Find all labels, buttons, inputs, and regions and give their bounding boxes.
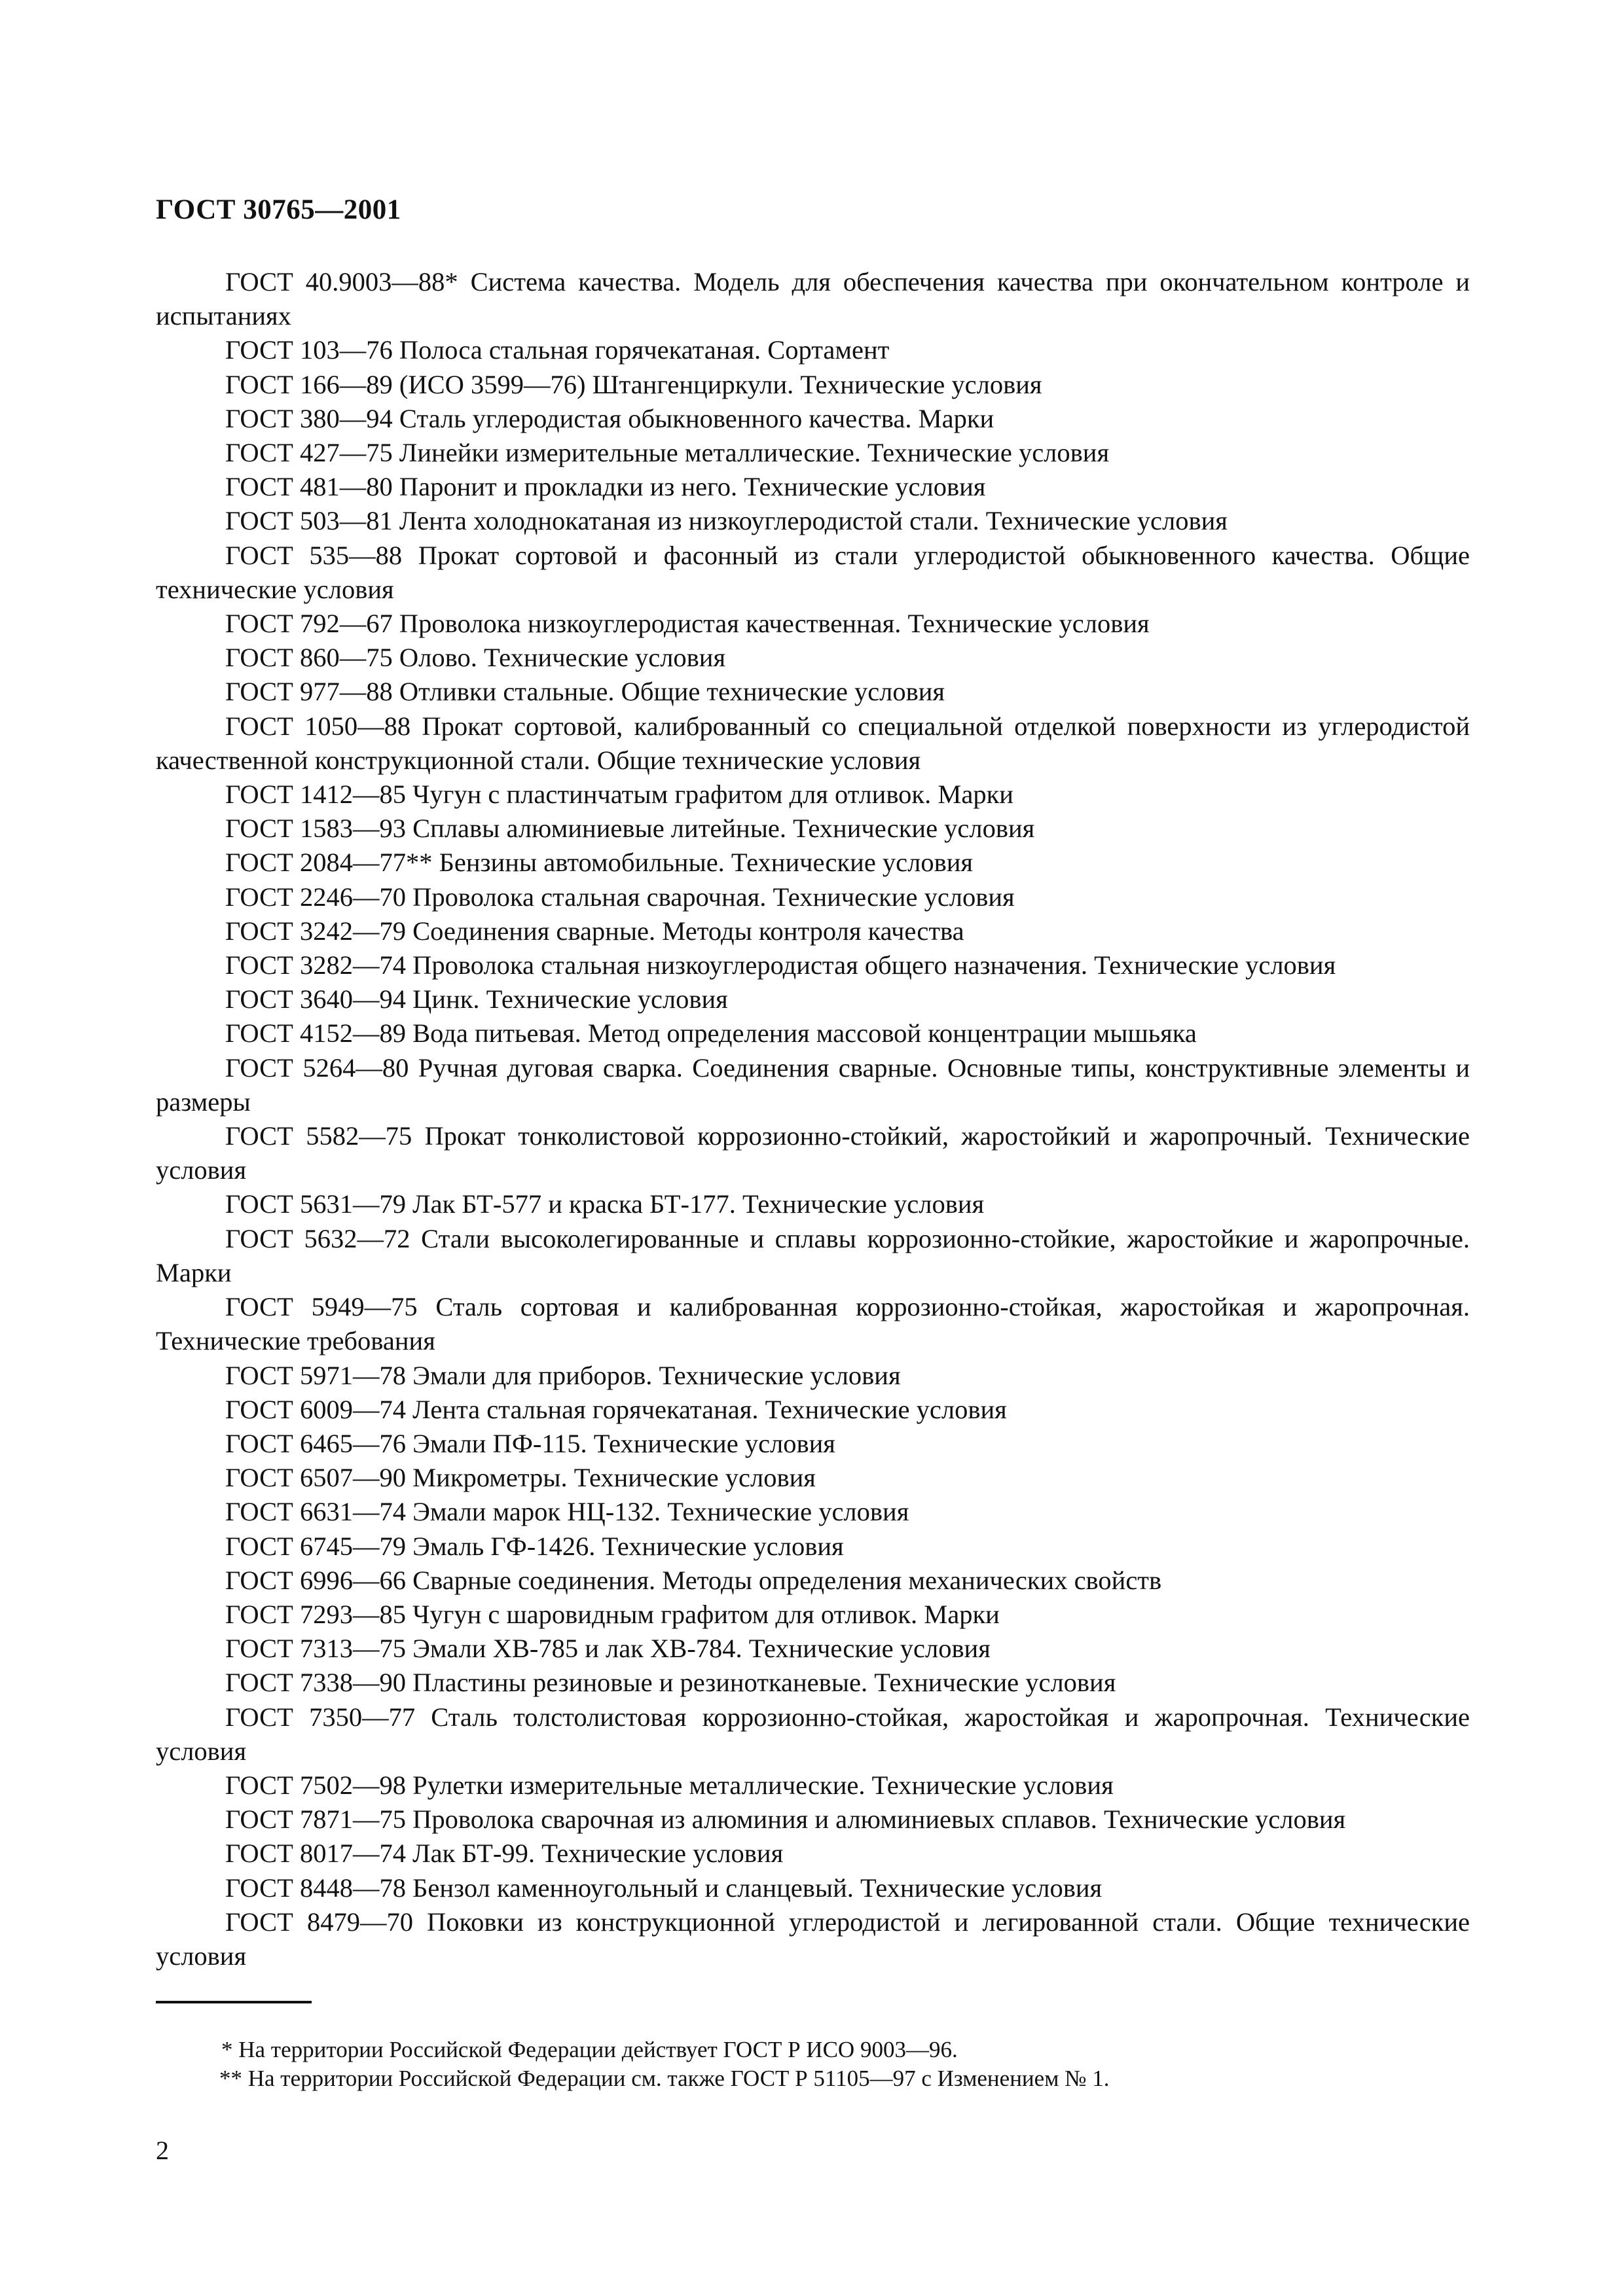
reference-item: ГОСТ 6745—79 Эмаль ГФ-1426. Технические условия: [225, 1531, 844, 1561]
reference-item: ГОСТ 3282—74 Проволока стальная низкоуглеродистая общего назначения. Технические условия: [225, 950, 1336, 980]
reference-item: ГОСТ 6465—76 Эмали ПФ-115. Технические условия: [225, 1428, 835, 1458]
reference-item: ГОСТ 8017—74 Лак БТ-99. Технические условия: [225, 1839, 784, 1869]
page-number: 2: [156, 2136, 169, 2165]
reference-item: ГОСТ 380—94 Сталь углеродистая обыкновенного качества. Марки: [225, 403, 994, 433]
reference-item: ГОСТ 3640—94 Цинк. Технические условия: [225, 984, 728, 1014]
reference-item: ГОСТ 7293—85 Чугун с шаровидным графитом для отливок. Марки: [225, 1599, 1000, 1629]
reference-item: ГОСТ 860—75 Олово. Технические условия: [225, 643, 726, 673]
footnote-separator: [156, 2001, 312, 2003]
footnotes: [156, 2036, 1470, 2093]
reference-item: ГОСТ 792—67 Проволока низкоуглеродистая качественная. Технические условия: [225, 609, 1150, 639]
reference-item: ГОСТ 481—80 Паронит и прокладки из него. Технические условия: [225, 472, 986, 502]
footnote: ** На территории Российской Федерации см. также ГОСТ Р 51105—97 с Изменением № 1.: [219, 2066, 1110, 2091]
reference-item: ГОСТ 1412—85 Чугун с пластинчатым графитом для отливок. Марки: [225, 780, 1013, 810]
reference-item: ГОСТ 2246—70 Проволока стальная сварочная. Технические условия: [225, 882, 1015, 912]
reference-item: ГОСТ 5264—80 Ручная дуговая сварка. Соединения сварные. Основные типы, конструктивные элементы и размеры: [156, 1052, 1470, 1117]
reference-item: ГОСТ 5632—72 Стали высоколегированные и сплавы коррозионно-стойкие, жаростойкие и жаропрочные. Марки: [156, 1223, 1470, 1287]
reference-item: ГОСТ 8479—70 Поковки из конструкционной углеродистой и легированной стали. Общие технические условия: [156, 1907, 1470, 1971]
reference-item: ГОСТ 3242—79 Соединения сварные. Методы контроля качества: [225, 916, 964, 946]
normative-references-list: [156, 265, 1470, 1973]
reference-item: ГОСТ 5582—75 Прокат тонколистовой коррозионно-стойкий, жаростойкий и жаропрочный. Технические условия: [156, 1121, 1470, 1185]
reference-item: ГОСТ 5631—79 Лак БТ-577 и краска БТ-177. Технические условия: [225, 1189, 985, 1219]
reference-item: ГОСТ 4152—89 Вода питьевая. Метод определения массовой концентрации мышьяка: [225, 1018, 1197, 1049]
reference-item: ГОСТ 5971—78 Эмали для приборов. Технические условия: [225, 1360, 901, 1390]
reference-item: ГОСТ 6507—90 Микрометры. Технические условия: [225, 1463, 816, 1493]
reference-item: ГОСТ 40.9003—88* Система качества. Модель для обеспечения качества при окончательном контроле и испытаниях: [156, 267, 1470, 331]
reference-item: ГОСТ 6009—74 Лента стальная горячекатаная. Технические условия: [225, 1394, 1007, 1424]
reference-item: ГОСТ 8448—78 Бензол каменноугольный и сланцевый. Технические условия: [225, 1873, 1103, 1903]
reference-item: ГОСТ 7338—90 Пластины резиновые и резинотканевые. Технические условия: [225, 1668, 1116, 1698]
reference-item: ГОСТ 7502—98 Рулетки измерительные металлические. Технические условия: [225, 1770, 1114, 1800]
reference-item: ГОСТ 2084—77** Бензины автомобильные. Технические условия: [225, 848, 974, 878]
reference-item: ГОСТ 977—88 Отливки стальные. Общие технические условия: [225, 677, 945, 707]
reference-item: ГОСТ 166—89 (ИСО 3599—76) Штангенциркули. Технические условия: [225, 369, 1042, 399]
footnote: * На территории Российской Федерации действует ГОСТ Р ИСО 9003—96.: [221, 2037, 958, 2062]
reference-item: ГОСТ 535—88 Прокат сортовой и фасонный из стали углеродистой обыкновенного качества. Общие технические условия: [156, 540, 1470, 604]
reference-item: ГОСТ 103—76 Полоса стальная горячекатаная. Сортамент: [225, 335, 890, 365]
reference-item: ГОСТ 5949—75 Сталь сортовая и калиброванная коррозионно-стойкая, жаростойкая и жаропрочная. Технические требования: [156, 1292, 1470, 1356]
reference-item: ГОСТ 427—75 Линейки измерительные металлические. Технические условия: [225, 438, 1110, 468]
document-header: ГОСТ 30765—2001: [156, 194, 401, 225]
reference-item: ГОСТ 7871—75 Проволока сварочная из алюминия и алюминиевых сплавов. Технические условия: [225, 1804, 1346, 1835]
reference-item: ГОСТ 1050—88 Прокат сортовой, калиброванный со специальной отделкой поверхности из углеродистой качественной конструкционной стали. Общие технические условия: [156, 711, 1470, 775]
reference-item: ГОСТ 7313—75 Эмали ХВ-785 и лак ХВ-784. Технические условия: [225, 1634, 991, 1664]
reference-item: ГОСТ 6631—74 Эмали марок НЦ-132. Технические условия: [225, 1497, 909, 1527]
reference-item: ГОСТ 503—81 Лента холоднокатаная из низкоуглеродистой стали. Технические условия: [225, 506, 1228, 536]
reference-item: ГОСТ 6996—66 Сварные соединения. Методы определения механических свойств: [225, 1565, 1162, 1595]
reference-item: ГОСТ 1583—93 Сплавы алюминиевые литейные. Технические условия: [225, 814, 1035, 844]
reference-item: ГОСТ 7350—77 Сталь толстолистовая коррозионно-стойкая, жаростойкая и жаропрочная. Технические условия: [156, 1702, 1470, 1766]
